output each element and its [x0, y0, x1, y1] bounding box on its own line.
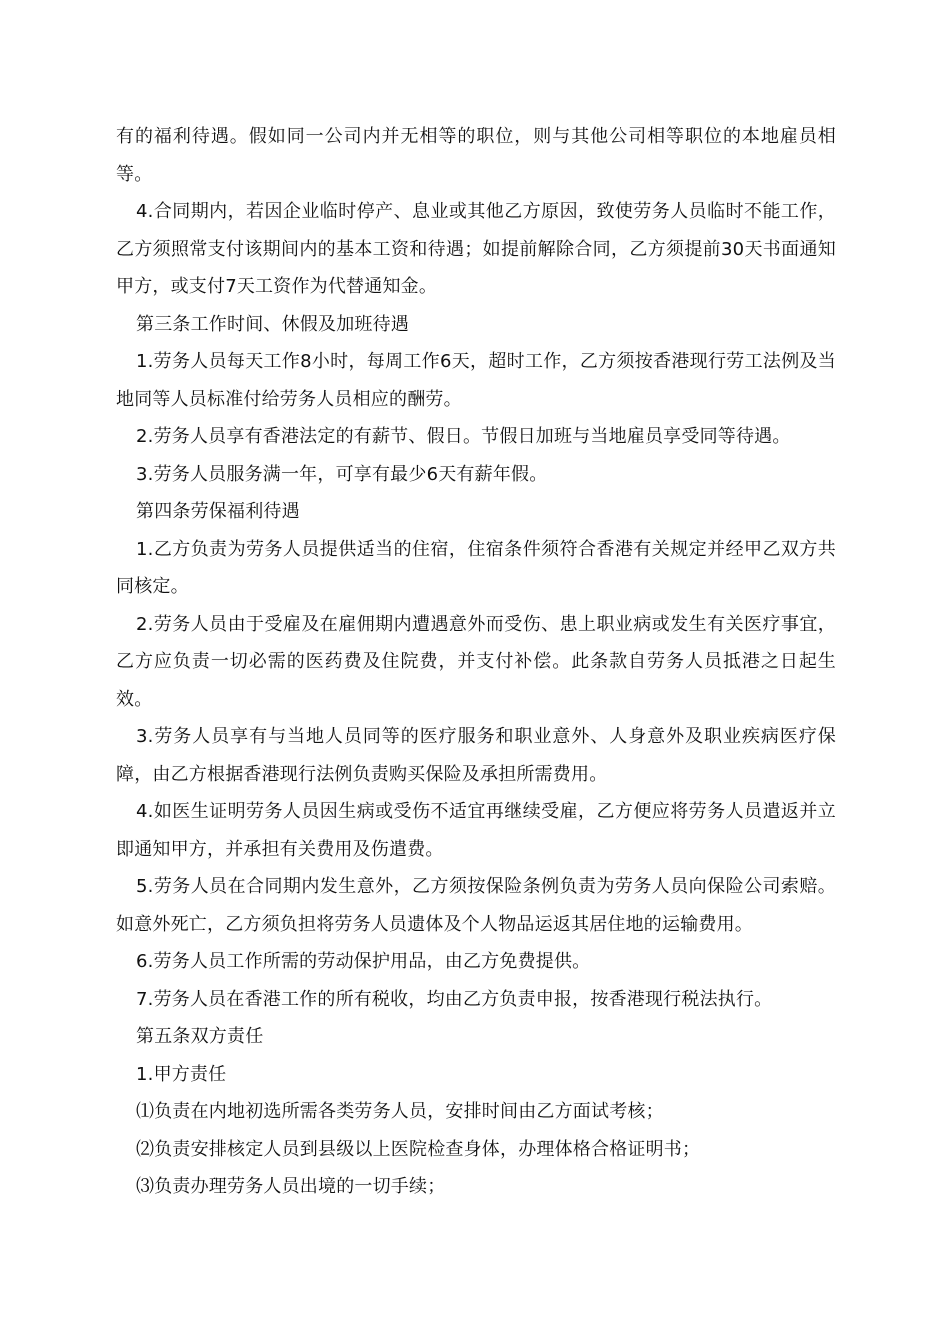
- paragraph-clause-3-1: 1.劳务人员每天工作8小时，每周工作6天，超时工作，乙方须按香港现行劳工法例及当地同等人员标准付给劳务人员相应的酬劳。: [116, 351, 836, 410]
- subheading-party-a-duties: 1.甲方责任: [136, 1063, 227, 1085]
- paragraph-clause-4-7: 7.劳务人员在香港工作的所有税收，均由乙方负责申报，按香港现行税法执行。: [136, 988, 773, 1010]
- list-item-duty-3: ⑶负责办理劳务人员出境的一切手续；: [136, 1176, 446, 1197]
- paragraph-clause-4-1: 1.乙方负责为劳务人员提供适当的住宿，住宿条件须符合香港有关规定并经甲乙双方共同核定。: [116, 538, 836, 597]
- list-item-duty-2: ⑵负责安排核定人员到县级以上医院检查身体，办理体格合格证明书；: [136, 1138, 701, 1160]
- paragraph-clause-4-6: 6.劳务人员工作所需的劳动保护用品，由乙方免费提供。: [136, 951, 591, 972]
- paragraph-clause-4-2: 2.劳务人员由于受雇及在雇佣期内遭遇意外而受伤、患上职业病或发生有关医疗事宜，乙方应负责一切必需的医药费及住院费，并支付补偿。此条款自劳务人员抵港之日起生效。: [116, 613, 836, 710]
- paragraph-clause-4-4: 4.如医生证明劳务人员因生病或受伤不适宜再继续受雇，乙方便应将劳务人员遣返并立即通知甲方，并承担有关费用及伤遣费。: [116, 801, 836, 860]
- heading-article-4: 第四条劳保福利待遇: [136, 501, 300, 522]
- paragraph-clause-4-3: 3.劳务人员享有与当地人员同等的医疗服务和职业意外、人身意外及职业疾病医疗保障，由乙方根据香港现行法例负责购买保险及承担所需费用。: [116, 726, 836, 785]
- paragraph-clause-3-2: 2.劳务人员享有香港法定的有薪节、假日。节假日加班与当地雇员享受同等待遇。: [136, 426, 791, 447]
- list-item-duty-1: ⑴负责在内地初选所需各类劳务人员，安排时间由乙方面试考核；: [136, 1101, 664, 1122]
- paragraph-clause-4-5: 5.劳务人员在合同期内发生意外，乙方须按保险条例负责为劳务人员向保险公司索赔。如意外死亡，乙方须负担将劳务人员遗体及个人物品运返其居住地的运输费用。: [116, 876, 836, 935]
- paragraph-clause-3-3: 3.劳务人员服务满一年，可享有最少6天有薪年假。: [136, 463, 548, 485]
- heading-article-5: 第五条双方责任: [136, 1026, 264, 1047]
- paragraph-welfare-continued: 有的福利待遇。假如同一公司内并无相等的职位，则与其他公司相等职位的本地雇员相等。: [116, 126, 836, 185]
- paragraph-clause-2-4: 4.合同期内，若因企业临时停产、息业或其他乙方原因，致使劳务人员临时不能工作，乙方须照常支付该期间内的基本工资和待遇；如提前解除合同，乙方须提前30天书面通知甲方，或支付7天工资作为代替通知金。: [116, 201, 836, 297]
- heading-article-3: 第三条工作时间、休假及加班待遇: [136, 313, 409, 335]
- contract-body: [116, 118, 836, 1206]
